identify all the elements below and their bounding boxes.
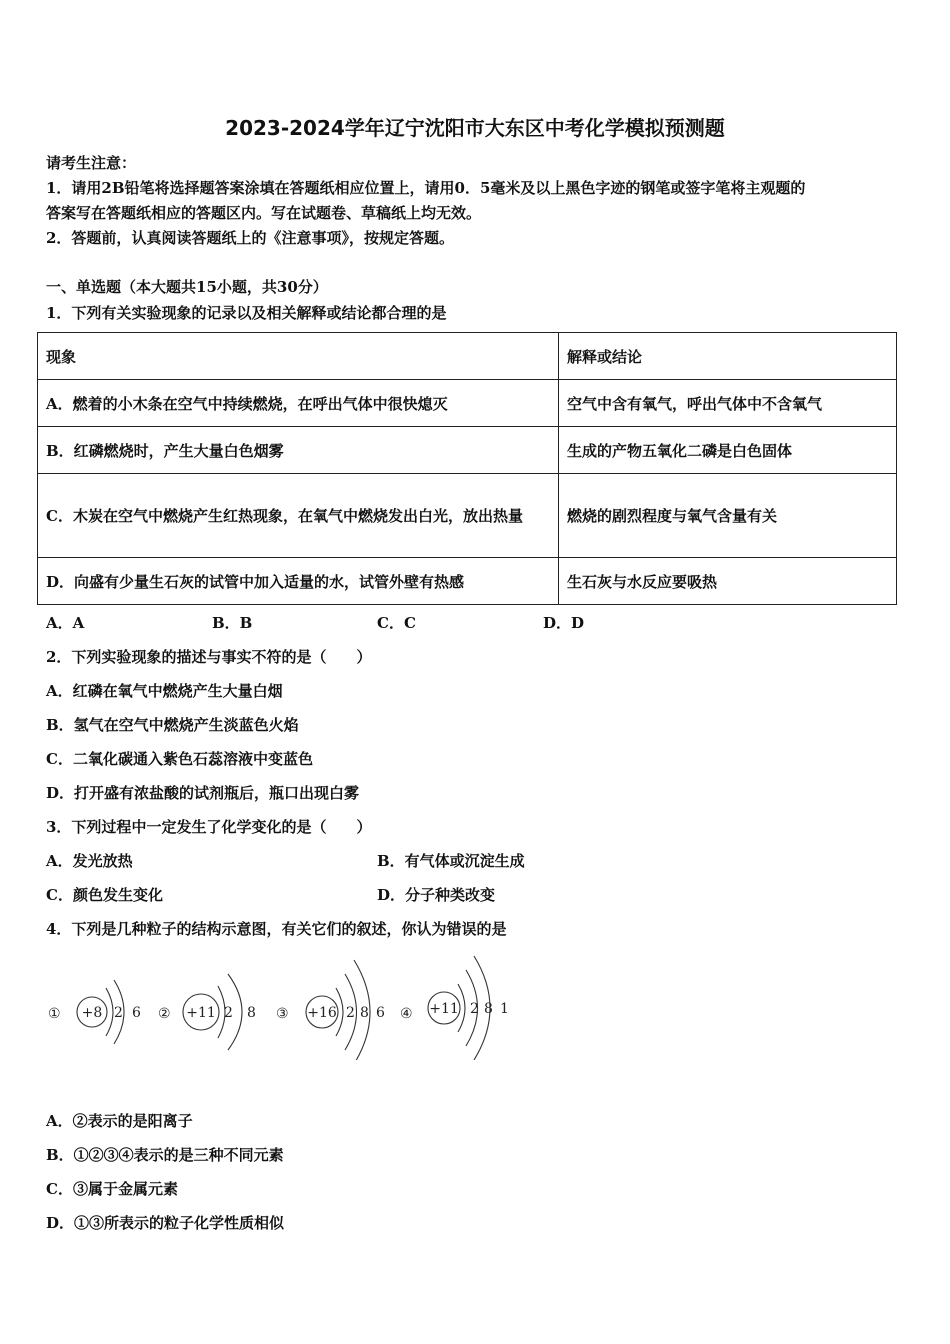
table-header-row — [38, 333, 897, 380]
section-heading: 一、单选题（本大题共15小题，共30分） — [46, 278, 328, 296]
page-title: 2023-2024学年辽宁沈阳市大东区中考化学模拟预测题 — [225, 116, 725, 140]
shell-electrons: 6 — [376, 1005, 385, 1021]
q4-option-a: A．②表示的是阳离子 — [46, 1112, 193, 1130]
table-row — [38, 380, 897, 427]
q3-option-b: B．有气体或沉淀生成 — [377, 852, 525, 870]
q1-option-b: B．B — [212, 614, 253, 632]
table-row — [38, 427, 897, 474]
q2-option-b: B．氢气在空气中燃烧产生淡蓝色火焰 — [46, 716, 299, 734]
diagram-index-2: ② — [158, 1006, 171, 1022]
notice-line-2: 2．答题前，认真阅读答题纸上的《注意事项》，按规定答题。 — [46, 229, 454, 247]
table-header-explanation: 解释或结论 — [559, 333, 897, 380]
nucleus-charge-1: +8 — [81, 1005, 103, 1021]
atom-structure-diagrams — [46, 950, 526, 1060]
notice-heading: 请考生注意： — [46, 154, 137, 172]
q3-option-a: A．发光放热 — [46, 852, 133, 870]
diagram-index-3: ③ — [276, 1006, 289, 1022]
q2-option-d: D．打开盛有浓盐酸的试剂瓶后，瓶口出现白雾 — [46, 784, 360, 802]
nucleus-charge-2: +11 — [186, 1005, 216, 1021]
table-cell-phenomenon: C．木炭在空气中燃烧产生红热现象，在氧气中燃烧发出白光，放出热量 — [38, 474, 559, 558]
shell-electrons: 2 — [224, 1005, 233, 1021]
shell-arc — [458, 984, 465, 1032]
table-cell-explanation: 生石灰与水反应要吸热 — [559, 558, 897, 605]
nucleus-charge-4: +11 — [429, 1001, 459, 1017]
shell-electrons: 8 — [484, 1001, 493, 1017]
table-cell-explanation: 燃烧的剧烈程度与氧气含量有关 — [559, 474, 897, 558]
notice-line-1a: 1．请用2B铅笔将选择题答案涂填在答题纸相应位置上，请用0．5毫米及以上黑色字迹的钢笔或签字笔将主观题的 — [46, 179, 806, 197]
nucleus-charge-3: +16 — [307, 1005, 337, 1021]
shell-electrons: 6 — [132, 1005, 141, 1021]
q4-stem: 4．下列是几种粒子的结构示意图，有关它们的叙述，你认为错误的是 — [46, 920, 507, 938]
table-cell-explanation: 生成的产物五氧化二磷是白色固体 — [559, 427, 897, 474]
q2-stem: 2．下列实验现象的描述与事实不符的是（ ） — [46, 648, 372, 666]
shell-arc — [336, 988, 343, 1036]
q4-option-d: D．①③所表示的粒子化学性质相似 — [46, 1214, 285, 1232]
table-cell-phenomenon: A．燃着的小木条在空气中持续燃烧，在呼出气体中很快熄灭 — [38, 380, 559, 427]
q1-table — [37, 332, 897, 605]
q3-option-c: C．颜色发生变化 — [46, 886, 163, 904]
shell-electrons: 2 — [470, 1001, 479, 1017]
notice-line-1b: 答案写在答题纸相应的答题区内。写在试题卷、草稿纸上均无效。 — [46, 204, 482, 222]
q3-option-d: D．分子种类改变 — [377, 886, 496, 904]
q1-option-a: A．A — [46, 614, 85, 632]
shell-electrons: 2 — [346, 1005, 355, 1021]
table-header-phenomenon: 现象 — [38, 333, 559, 380]
shell-electrons: 8 — [247, 1005, 256, 1021]
q4-option-c: C．③属于金属元素 — [46, 1180, 178, 1198]
q1-option-c: C．C — [377, 614, 416, 632]
table-row — [38, 558, 897, 605]
shell-electrons: 1 — [500, 1001, 509, 1017]
shell-electrons: 8 — [360, 1005, 369, 1021]
q2-option-a: A．红磷在氧气中燃烧产生大量白烟 — [46, 682, 283, 700]
diagram-index-4: ④ — [400, 1006, 413, 1022]
q4-option-b: B．①②③④表示的是三种不同元素 — [46, 1146, 284, 1164]
q1-option-d: D．D — [543, 614, 585, 632]
table-cell-phenomenon: B．红磷燃烧时，产生大量白色烟雾 — [38, 427, 559, 474]
q2-option-c: C．二氧化碳通入紫色石蕊溶液中变蓝色 — [46, 750, 313, 768]
shell-electrons: 2 — [114, 1005, 123, 1021]
q3-stem: 3．下列过程中一定发生了化学变化的是（ ） — [46, 818, 372, 836]
table-cell-explanation: 空气中含有氧气，呼出气体中不含氧气 — [559, 380, 897, 427]
diagram-index-1: ① — [48, 1006, 61, 1022]
table-row — [38, 474, 897, 558]
table-cell-phenomenon: D．向盛有少量生石灰的试管中加入适量的水，试管外壁有热感 — [38, 558, 559, 605]
q1-stem: 1．下列有关实验现象的记录以及相关解释或结论都合理的是 — [46, 304, 447, 322]
